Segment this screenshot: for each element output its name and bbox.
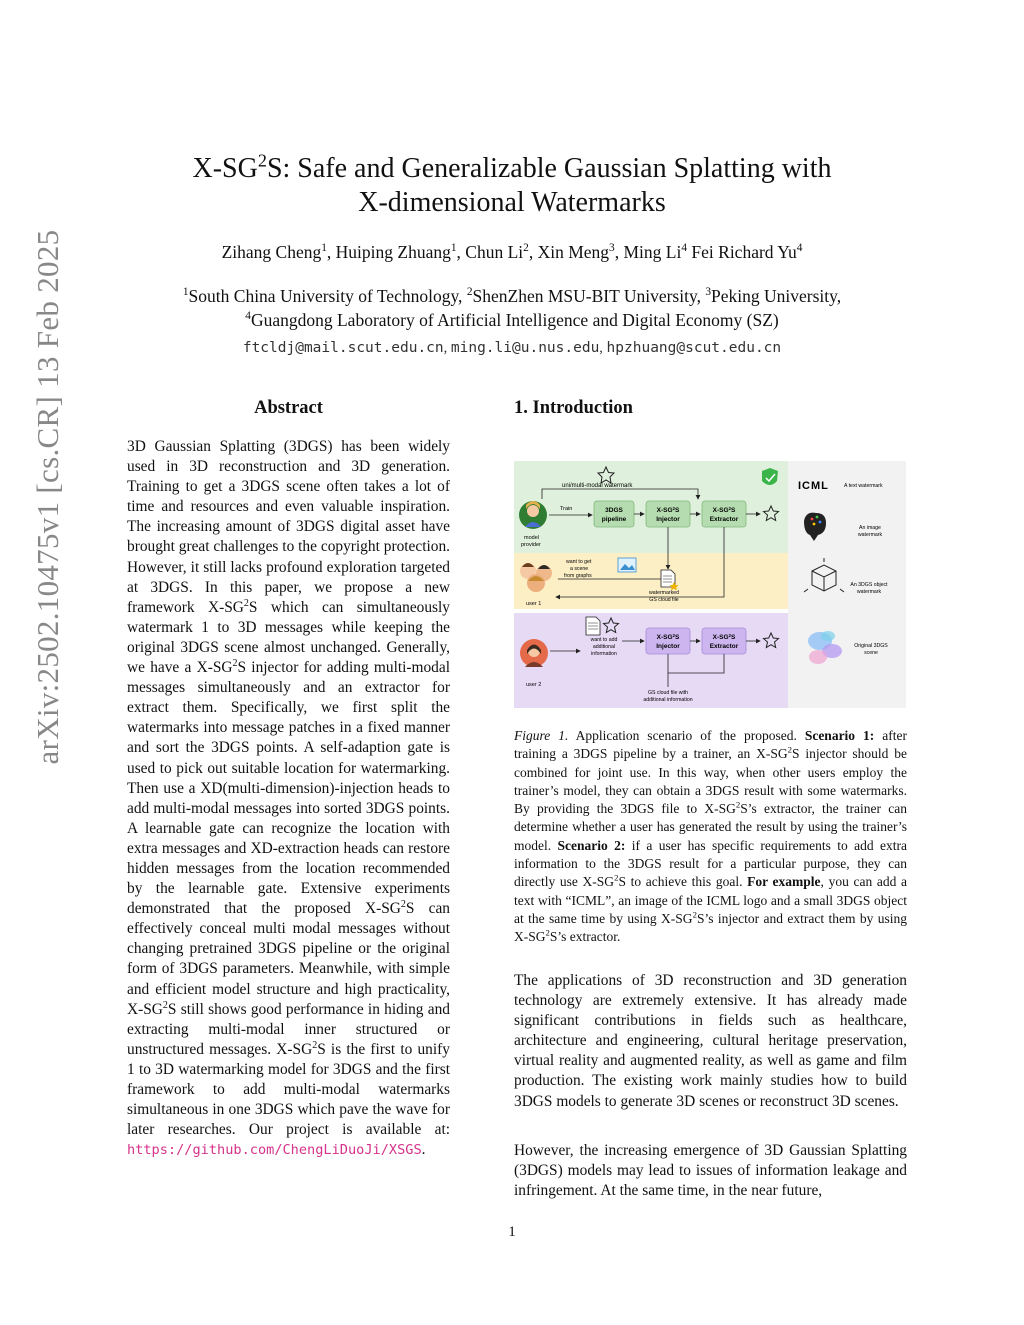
image-watermark-label: An image watermark [857, 525, 883, 538]
svg-text:Extractor: Extractor [709, 516, 739, 523]
author-emails: ftcldj@mail.scut.edu.cn, ming.li@u.nus.edu, hpzhuang@scut.edu.cn [242, 340, 782, 356]
object-watermark-label: An 3DGS object watermark [850, 582, 888, 595]
page-number: 1 [508, 1224, 516, 1240]
intro-paragraph-2: However, the increasing emergence of 3D Gaussian Splatting (3DGS) models may lead to issues of information leakage and infringement. At the same time, in the near future, [514, 1142, 907, 1200]
train-label: Train [560, 506, 573, 512]
svg-text:pipeline: pipeline [601, 516, 627, 523]
figure-1-caption: Figure 1. Application scenario of the proposed. Scenario 1: after training a 3DGS pipeline by a trainer, an $X-SG^2S$ injector should be combined for joint use. In this way, when other users employ the trainer’s model, they can obtain a 3DGS result with some watermarks. By providing the 3DGS file to $X-SG^2S’s$ extractor, the trainer can determine whether a user has generated the result by using the trainer’s model. Scenario 2: if a user has specific requirements to add extra information to the 3DGS result for a particular purpose, they can directly use $X-SG^2S$ to achieve this goal. For example, you can add a text with “ICML”, an image of the ICML logo and a small 3DGS object at the same time by using $X-SG^2S’s$ injector and extract them by using $X-SG^2S’s$ extractor. [514, 728, 908, 945]
watermark-label: uni/multi-modal watermark [562, 483, 633, 489]
affiliations: $^1$South China University of Technology, $^2$ShenZhen MSU-BIT University, $^3$Peking University, $^4$Guangdong Laboratory of Artificial Intelligence and Digital Economy (SZ) [182, 286, 842, 330]
email-link[interactable]: ming.li@u.nus.edu [450, 340, 600, 356]
gs-cloud-label: GS cloud file with additional information [643, 690, 693, 703]
extractor-box [702, 501, 746, 527]
user-2-label: user 2 [526, 682, 542, 688]
svg-text:X-SG2S: $X-SG^2S$ [712, 633, 736, 641]
want-add-label: want to add additional information [590, 637, 618, 657]
author: Zihang Cheng$^1$, [221, 242, 336, 262]
svg-text:Injector: Injector [656, 516, 680, 523]
injector-box [646, 628, 690, 654]
text-watermark-label: A text watermark [844, 483, 883, 489]
author: Xin Meng$^3$, [537, 242, 624, 262]
arxiv-identifier: arXiv:2502.10475v1 [cs.CR] 13 Feb 2025 [30, 229, 65, 765]
injector-box [646, 501, 690, 527]
email-link[interactable]: hpzhuang@scut.edu.cn [606, 340, 782, 356]
svg-text:Extractor: Extractor [709, 643, 739, 650]
3dgs-pipeline-box [594, 501, 634, 527]
svg-text:X-SG2S: $X-SG^2S$ [656, 506, 680, 514]
user-1-label: user 1 [526, 601, 542, 607]
email-link[interactable]: ftcldj@mail.scut.edu.cn [242, 340, 444, 356]
author: Fei Richard Yu$^4$ [691, 242, 803, 262]
extractor-box [702, 628, 746, 654]
paper-title: $X-SG^2S$: Safe and Generalizable Gaussian Splatting with X-dimensional Watermarks [192, 150, 832, 218]
model-provider-label: model provider [521, 535, 541, 548]
original-scene-label: Original 3DGS scene [854, 643, 888, 656]
want-scene-label: want to get a scene from graphs [564, 559, 592, 579]
author-list [0, 242, 1024, 263]
author: Chun Li$^2$, [465, 242, 538, 262]
figure-1-diagram [514, 461, 906, 708]
watermarked-file-label: watermarked GS cloud file [649, 590, 679, 603]
svg-text:3DGS: 3DGS [605, 507, 623, 514]
watermark-examples-panel [788, 461, 906, 708]
author: Ming Li$^4$ [623, 242, 688, 262]
intro-paragraph-1: The applications of 3D reconstruction and 3D generation technology are extremely extensive. It has already made significant contributions in fields such as healthcare, architecture and engineering, cultural heritage preservation, virtual reality and augmented reality, as well as game and film production. The existing work mainly studies how to build 3DGS models to generate 3D scenes or reconstruct 3D scenes. [514, 972, 907, 1110]
abstract-heading: Abstract [254, 398, 323, 418]
author: Huiping Zhuang$^1$, [335, 242, 466, 262]
svg-text:Injector: Injector [656, 643, 680, 650]
introduction-heading: 1. Introduction [514, 398, 633, 418]
abstract-body: 3D Gaussian Splatting (3DGS) has been widely used in 3D reconstruction and 3D generation. Training to get a 3DGS scene often takes a lot of time and resources and even valuable inspiration. The increasing amount of 3DGS digital asset have brought great challenges to the copyright protection. However, it still lacks profound exploration targeted at 3DGS. In this paper, we propose a new framework $X-SG^2S$ which can simultaneously watermark 1 to 3D messages while keeping the original 3DGS scene almost unchanged. Generally, we have a $X-SG^2S$ injector for adding multi-modal messages simultaneously and an extractor for extract them. Specifically, we first split the watermarks into message patches in a fixed manner and sort the 3DGS points. A self-adaption gate is used to pick out suitable location for watermarking. Then use a XD(multi-dimension)-injection heads to add multi-modal messages into sorted 3DGS points. A learnable gate can recognize the location with extra messages and XD-extraction heads can restore hidden messages from the location recommended by the learnable gate. Extensive experiments demonstrated that the proposed $X-SG^2S$ can effectively conceal multi modal messages without changing pretrained 3DGS pipeline or the original form of 3DGS parameters. Meanwhile, with simple and efficient model structure and high practicality, $X-SG^2S$ still shows good performance in hiding and extracting multi-modal inner structured or unstructured messages. $X-SG^2S$ is the first to unify 1 to 3D watermarking model for 3DGS and the first framework to add multi-modal watermarks simultaneous in one 3DGS which pave the wave for later researches. Our project is available at: https://github.com/ChengLiDuoJi/XSGS. [127, 438, 450, 1159]
svg-text:X-SG2S: $X-SG^2S$ [656, 633, 680, 641]
icml-logo-text: ICML [798, 480, 829, 492]
svg-text:X-SG2S: $X-SG^2S$ [712, 506, 736, 514]
project-link[interactable]: https://github.com/ChengLiDuoJi/XSGS [127, 1142, 422, 1159]
